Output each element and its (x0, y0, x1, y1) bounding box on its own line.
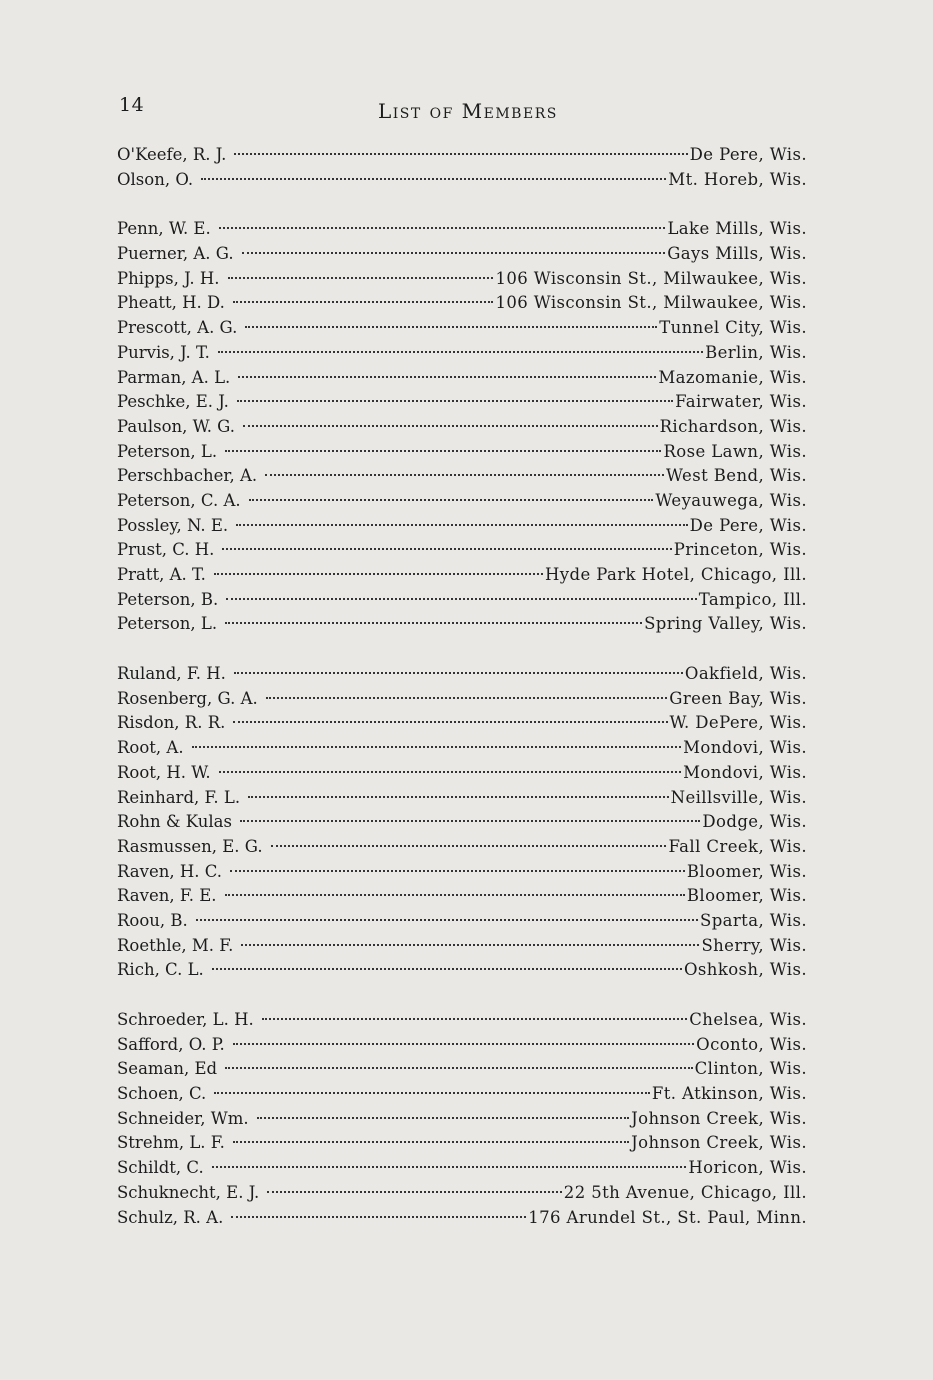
member-name: Possley, N. E. (117, 515, 229, 535)
member-entry (117, 143, 807, 168)
dot-leader (240, 820, 700, 822)
member-entry (117, 588, 807, 613)
dot-leader (222, 548, 671, 550)
dot-leader (196, 919, 698, 921)
dot-leader (230, 870, 685, 872)
dot-leader (267, 1191, 562, 1193)
member-name: Peterson, L. (117, 614, 218, 634)
member-name: Peschke, E. J. (117, 392, 229, 412)
member-section (117, 143, 807, 192)
member-location: 106 Wisconsin St., Milwaukee, Wis. (495, 293, 807, 313)
dot-leader (212, 968, 682, 970)
member-entry (117, 440, 807, 465)
dot-leader (266, 697, 668, 699)
member-name: Olson, O. (117, 169, 194, 189)
member-entry (117, 1131, 807, 1156)
member-entry (117, 687, 807, 712)
member-entry (117, 1206, 807, 1231)
member-entry (117, 884, 807, 909)
member-location: Green Bay, Wis. (669, 688, 807, 708)
member-location: Tunnel City, Wis. (659, 318, 807, 338)
member-location: W. DePere, Wis. (669, 713, 807, 733)
member-location: Lake Mills, Wis. (667, 219, 807, 239)
dot-leader (271, 845, 667, 847)
dot-leader (233, 1043, 694, 1045)
member-entry (117, 958, 807, 983)
member-entry (117, 415, 807, 440)
member-location: De Pere, Wis. (689, 515, 807, 535)
dot-leader (218, 351, 703, 353)
member-entry (117, 1008, 807, 1033)
member-name: Peterson, L. (117, 441, 218, 461)
member-entry (117, 563, 807, 588)
dot-leader (233, 721, 667, 723)
member-name: Rasmussen, E. G. (117, 836, 263, 856)
member-entry (117, 538, 807, 563)
member-name: Strehm, L. F. (117, 1133, 225, 1153)
member-name: Penn, W. E. (117, 219, 211, 239)
member-entry (117, 1057, 807, 1082)
member-entry (117, 341, 807, 366)
member-entry (117, 835, 807, 860)
member-entry (117, 662, 807, 687)
member-name: Rich, C. L. (117, 960, 204, 980)
member-name: Pratt, A. T. (117, 565, 206, 584)
dot-leader (234, 672, 683, 674)
member-name: Risdon, R. R. (117, 713, 226, 733)
member-name: Rosenberg, G. A. (117, 688, 258, 708)
member-name: O'Keefe, R. J. (117, 145, 227, 164)
member-location: Chelsea, Wis. (689, 1010, 807, 1029)
member-entry (117, 217, 807, 242)
member-name: Rohn & Kulas (117, 812, 232, 832)
member-location: Hyde Park Hotel, Chicago, Ill. (544, 565, 807, 584)
member-entry (117, 291, 807, 316)
member-name: Raven, F. E. (117, 886, 217, 906)
dot-leader (243, 425, 658, 427)
member-location: Oconto, Wis. (696, 1034, 807, 1054)
member-location: Sparta, Wis. (699, 910, 807, 930)
member-entry (117, 168, 807, 193)
member-location: Fall Creek, Wis. (668, 836, 807, 856)
dot-leader (219, 227, 666, 229)
member-name: Seaman, Ed (117, 1059, 218, 1079)
member-location: Clinton, Wis. (694, 1059, 807, 1079)
member-name: Purvis, J. T. (117, 342, 210, 362)
member-location: Neillsville, Wis. (670, 787, 807, 807)
member-name: Safford, O. P. (117, 1034, 225, 1054)
member-location: Mazomanie, Wis. (658, 367, 807, 387)
page-title: List of Members (378, 99, 558, 123)
dot-leader (248, 796, 669, 798)
dot-leader (225, 1067, 693, 1069)
dot-leader (236, 524, 687, 526)
member-location: Mondovi, Wis. (683, 738, 807, 758)
member-location: Sherry, Wis. (701, 935, 807, 955)
member-entry (117, 1156, 807, 1181)
member-location: Rose Lawn, Wis. (663, 441, 807, 461)
dot-leader (237, 400, 673, 402)
member-location: Gays Mills, Wis. (667, 244, 807, 264)
dot-leader (238, 376, 656, 378)
member-location: Mt. Horeb, Wis. (668, 169, 807, 189)
member-name: Perschbacher, A. (117, 466, 258, 486)
member-location: Princeton, Wis. (673, 540, 807, 560)
member-location: Fairwater, Wis. (675, 392, 807, 412)
member-entry (117, 267, 807, 292)
member-name: Puerner, A. G. (117, 244, 234, 264)
member-name: Phipps, J. H. (117, 268, 220, 288)
member-name: Schuknecht, E. J. (117, 1182, 260, 1202)
member-location: Mondovi, Wis. (683, 762, 807, 782)
dot-leader (192, 746, 682, 748)
member-location: 106 Wisconsin St., Milwaukee, Wis. (495, 268, 807, 288)
member-name: Ruland, F. H. (117, 664, 226, 684)
dot-leader (226, 598, 696, 600)
member-entry (117, 860, 807, 885)
dot-leader (242, 252, 666, 254)
member-name: Root, A. (117, 738, 184, 758)
member-location: West Bend, Wis. (666, 466, 807, 486)
member-entry (117, 1082, 807, 1107)
member-name: Prescott, A. G. (117, 318, 238, 338)
member-location: Johnson Creek, Wis. (631, 1108, 807, 1128)
member-entry (117, 489, 807, 514)
dot-leader (225, 622, 642, 624)
member-entry (117, 464, 807, 489)
member-entry (117, 1033, 807, 1058)
member-entry (117, 786, 807, 811)
member-entry (117, 390, 807, 415)
member-location: Richardson, Wis. (659, 416, 807, 436)
member-name: Pheatt, H. D. (117, 293, 225, 313)
member-location: Bloomer, Wis. (686, 861, 807, 881)
member-name: Schneider, Wm. (117, 1108, 249, 1128)
member-location: Weyauwega, Wis. (655, 490, 807, 510)
dot-leader (234, 153, 687, 155)
dot-leader (265, 474, 664, 476)
member-entry (117, 761, 807, 786)
member-section (117, 662, 807, 983)
dot-leader (233, 301, 494, 303)
member-location: 22 5th Avenue, Chicago, Ill. (563, 1182, 807, 1202)
member-entry (117, 909, 807, 934)
member-location: 176 Arundel St., St. Paul, Minn. (528, 1207, 807, 1227)
member-name: Roethle, M. F. (117, 935, 234, 955)
member-section (117, 217, 807, 637)
member-name: Schroeder, L. H. (117, 1010, 254, 1029)
member-location: De Pere, Wis. (689, 145, 807, 164)
dot-leader (214, 573, 543, 575)
member-location: Ft. Atkinson, Wis. (651, 1084, 807, 1104)
dot-leader (249, 499, 654, 501)
member-name: Prust, C. H. (117, 540, 215, 560)
member-name: Peterson, B. (117, 589, 219, 609)
dot-leader (233, 1141, 629, 1143)
dot-leader (214, 1092, 650, 1094)
member-entry (117, 316, 807, 341)
member-entry (117, 366, 807, 391)
member-name: Schildt, C. (117, 1158, 204, 1178)
page-number: 14 (119, 94, 145, 116)
member-location: Tampico, Ill. (698, 589, 807, 609)
member-entry (117, 514, 807, 539)
dot-leader (201, 178, 666, 180)
member-section (117, 1008, 807, 1230)
member-name: Paulson, W. G. (117, 416, 236, 436)
member-location: Bloomer, Wis. (686, 886, 807, 906)
member-name: Peterson, C. A. (117, 490, 241, 510)
member-location: Berlin, Wis. (705, 342, 807, 362)
dot-leader (241, 944, 699, 946)
dot-leader (257, 1117, 630, 1119)
dot-leader (262, 1018, 688, 1020)
member-name: Reinhard, F. L. (117, 787, 241, 807)
dot-leader (245, 326, 657, 328)
member-entry (117, 1181, 807, 1206)
member-entry (117, 242, 807, 267)
member-entry (117, 934, 807, 959)
member-location: Johnson Creek, Wis. (631, 1133, 807, 1153)
member-entry (117, 1107, 807, 1132)
member-location: Oakfield, Wis. (684, 664, 807, 684)
member-list (117, 143, 807, 1255)
dot-leader (231, 1216, 526, 1218)
member-name: Parman, A. L. (117, 367, 231, 387)
member-name: Roou, B. (117, 910, 188, 930)
member-location: Spring Valley, Wis. (644, 614, 807, 634)
member-entry (117, 736, 807, 761)
member-entry (117, 810, 807, 835)
member-location: Horicon, Wis. (688, 1158, 807, 1178)
member-name: Raven, H. C. (117, 861, 223, 881)
dot-leader (225, 894, 685, 896)
member-name: Schoen, C. (117, 1084, 207, 1104)
member-name: Root, H. W. (117, 762, 211, 782)
member-entry (117, 711, 807, 736)
dot-leader (212, 1166, 687, 1168)
member-location: Oshkosh, Wis. (684, 960, 807, 980)
dot-leader (225, 450, 661, 452)
member-name: Schulz, R. A. (117, 1207, 224, 1227)
member-location: Dodge, Wis. (702, 812, 807, 832)
dot-leader (219, 771, 681, 773)
member-entry (117, 612, 807, 637)
dot-leader (228, 277, 494, 279)
